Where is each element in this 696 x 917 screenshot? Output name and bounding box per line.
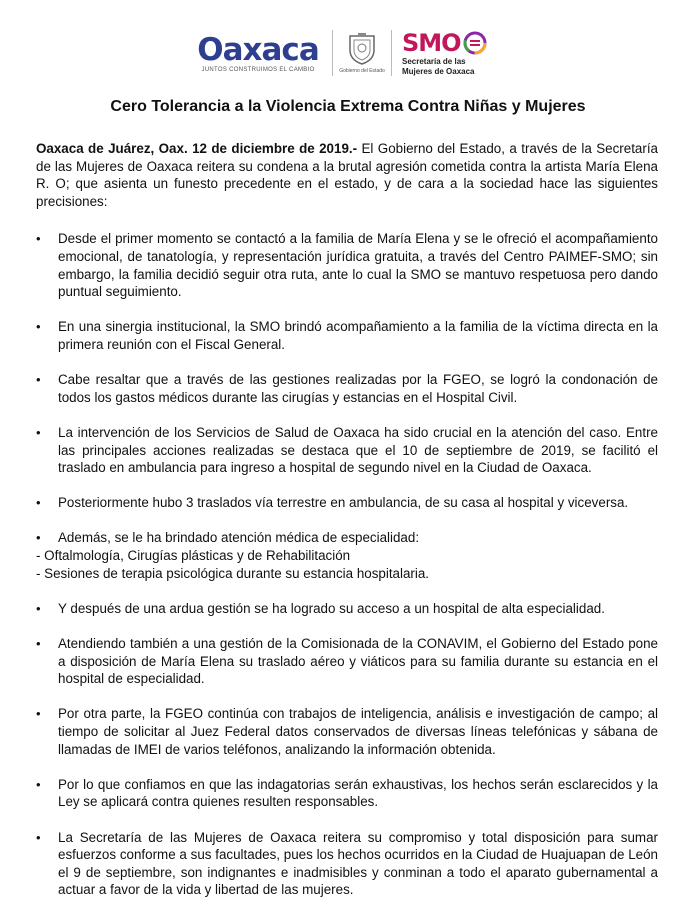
lead-paragraph <box>36 140 658 210</box>
document-title: Cero Tolerancia a la Violencia Extrema Contra Niñas y Mujeres <box>110 98 586 115</box>
smo-emblem-icon <box>463 31 487 55</box>
medical-subitem: - Sesiones de terapia psicológica durante su estancia hospitalaria. <box>36 565 430 581</box>
list-item: • La intervención de los Servicios de Salud de Oaxaca ha sido crucial en la atención del caso. Entre las principales acciones realizadas se destaca que el 10 de septiembre de 2019, se facilitó el traslado en ambulancia para ingreso a hospital de segundo nivel en la Ciudad de Oaxaca. <box>36 424 658 477</box>
list-item-medical <box>36 529 658 582</box>
list-item: • Desde el primer momento se contactó a la familia de María Elena y se le ofreció el acompañamiento emocional, de tanatología, y representación jurídica gratuita, a través del Centro PAIMEF-SMO; sin embargo, la familia decidió seguir otra ruta, ante lo cual la SMO se mantuvo respetuosa pero dando puntual seguimiento. <box>36 230 658 300</box>
list-item: • Por otra parte, la FGEO continúa con trabajos de inteligencia, análisis e investigación de campo; al tiempo de solicitar al Juez Federal datos conservados de diversas líneas telefónicas y sábana de llamadas de IMEI de varios teléfonos, analizando la información obtenida. <box>36 705 658 758</box>
list-item: • Cabe resaltar que a través de las gestiones realizadas por la FGEO, se logró la condonación de todos los gastos médicos durante las cirugías y estancias en el Hospital Civil. <box>36 371 658 406</box>
seal-caption: Gobierno del Estado <box>339 68 385 74</box>
letterhead <box>0 22 696 84</box>
oaxaca-logo <box>194 31 322 73</box>
medical-intro: Además, se le ha brindado atención médica de especialidad: <box>58 530 420 546</box>
state-seal <box>339 32 385 74</box>
list-item: • En una sinergia institucional, la SMO brindó acompañamiento a la familia de la víctima directa en la primera reunión con el Fiscal General. <box>36 318 658 353</box>
medical-subitem: - Oftalmología, Cirugías plásticas y de Rehabilitación <box>36 548 351 564</box>
list-item: • La Secretaría de las Mujeres de Oaxaca reitera su compromiso y total disposición para sumar esfuerzos conforme a sus facultades, pues los hechos ocurridos en la Ciudad de Huajuapan de León el 9 de septiembre, son indignantes e inadmisibles y conminan a todo el aparato gubernamental a actuar a favor de la vida y libertad de las mujeres. <box>36 829 658 899</box>
list-item: • Posteriormente hubo 3 traslados vía terrestre en ambulancia, de su casa al hospital y viceversa. <box>36 494 658 512</box>
list-item: • Por lo que confiamos en que las indagatorias serán exhaustivas, los hechos serán esclarecidos y la Ley se aplicará contra quienes resulten responsables. <box>36 776 658 811</box>
lead-text: El Gobierno del Estado, a través de la Secretaría de las Mujeres de Oaxaca reitera su condena a la brutal agresión cometida contra la artista María Elena R. O; que asienta un funesto precedente en el estado, y de cara a la sociedad hace las siguientes precisiones: <box>36 141 658 209</box>
oaxaca-tagline: JUNTOS CONSTRUIMOS EL CAMBIO <box>201 66 315 73</box>
smo-name-line2: Mujeres de Oaxaca <box>402 67 475 76</box>
dateline: Oaxaca de Juárez, Oax. 12 de diciembre de 2019.- <box>36 141 358 156</box>
smo-name-line1: Secretaría de las <box>402 57 466 66</box>
statement-list <box>36 230 658 899</box>
list-item: • Atendiendo también a una gestión de la Comisionada de la CONAVIM, el Gobierno del Estado pone a disposición de María Elena su traslado aéreo y viáticos para su familia durante su estancia en el hospital de especialidad. <box>36 635 658 688</box>
logo-divider <box>332 30 333 76</box>
smo-logo <box>402 30 502 76</box>
logo-divider <box>391 30 392 76</box>
list-item: • Y después de una ardua gestión se ha logrado su acceso a un hospital de alta especialidad. <box>36 600 658 618</box>
oaxaca-wordmark: Oaxaca <box>197 31 319 68</box>
coat-of-arms-icon <box>347 32 377 66</box>
document-body <box>36 140 658 917</box>
smo-acronym: SMO <box>402 29 461 57</box>
